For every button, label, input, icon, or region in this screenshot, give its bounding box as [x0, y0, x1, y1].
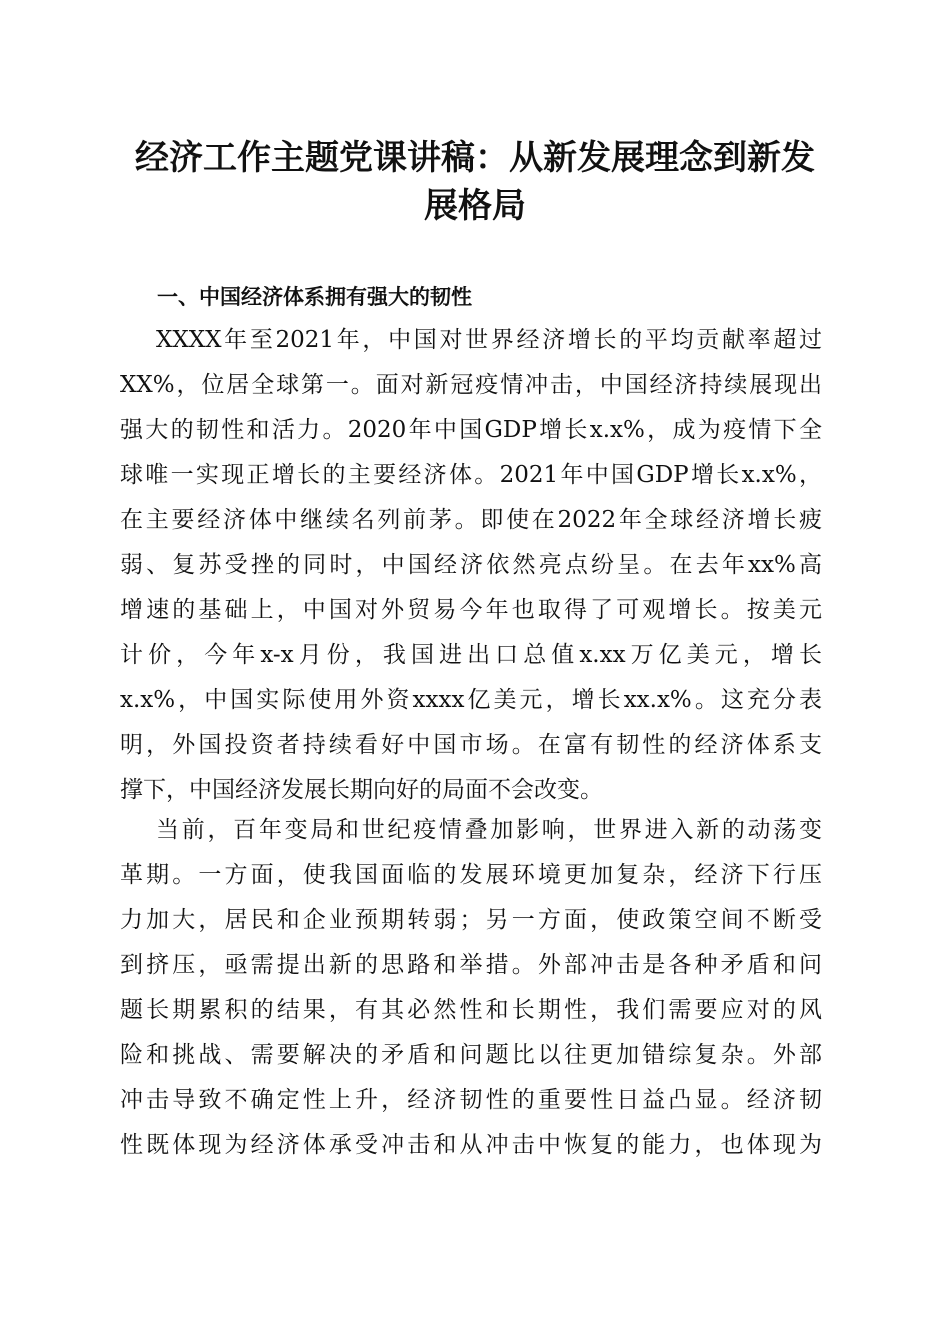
paragraph-line: 明，外国投资者持续看好中国市场。在富有韧性的经济体系支 [120, 732, 822, 758]
paragraph-line: XX%，位居全球第一。面对新冠疫情冲击，中国经济持续展现出 [120, 372, 822, 398]
paragraph-line: 当前，百年变局和世纪疫情叠加影响，世界进入新的动荡变 [156, 817, 822, 843]
paragraph-line: XXXX年至2021年，中国对世界经济增长的平均贡献率超过 [156, 327, 822, 353]
paragraph-line: 性既体现为经济体承受冲击和从冲击中恢复的能力，也体现为 [120, 1132, 822, 1158]
paragraph-line: 计价，今年x-x月份，我国进出口总值x.xx万亿美元，增长 [120, 642, 822, 668]
section-heading: 一、中国经济体系拥有强大的韧性 [157, 285, 472, 309]
paragraph-line: 革期。一方面，使我国面临的发展环境更加复杂，经济下行压 [120, 862, 822, 888]
paragraph-line: 球唯一实现正增长的主要经济体。2021年中国GDP增长x.x%， [120, 462, 822, 488]
paragraph [120, 318, 822, 813]
paragraph-line: x.x%，中国实际使用外资xxxx亿美元，增长xx.x%。这充分表 [120, 687, 822, 713]
paragraph-line: 撑下，中国经济发展长期向好的局面不会改变。 [120, 777, 603, 803]
paragraph [120, 808, 822, 1168]
paragraph-line: 在主要经济体中继续名列前茅。即使在2022年全球经济增长疲 [120, 507, 822, 533]
paragraph-line: 力加大，居民和企业预期转弱；另一方面，使政策空间不断受 [120, 907, 822, 933]
paragraph-line: 增速的基础上，中国对外贸易今年也取得了可观增长。按美元 [120, 597, 822, 623]
paragraph-line: 冲击导致不确定性上升，经济韧性的重要性日益凸显。经济韧 [120, 1087, 822, 1113]
paragraph-line: 强大的韧性和活力。2020年中国GDP增长x.x%，成为疫情下全 [120, 417, 822, 443]
document-title [100, 134, 850, 230]
paragraph-line: 题长期累积的结果，有其必然性和长期性，我们需要应对的风 [120, 997, 822, 1023]
paragraph-line: 到挤压，亟需提出新的思路和举措。外部冲击是各种矛盾和问 [120, 952, 822, 978]
title-line: 经济工作主题党课讲稿：从新发展理念到新发 [135, 138, 815, 178]
title-line: 展格局 [424, 186, 526, 226]
paragraph-line: 弱、复苏受挫的同时，中国经济依然亮点纷呈。在去年xx%高 [120, 552, 822, 578]
paragraph-line: 险和挑战、需要解决的矛盾和问题比以往更加错综复杂。外部 [120, 1042, 822, 1068]
